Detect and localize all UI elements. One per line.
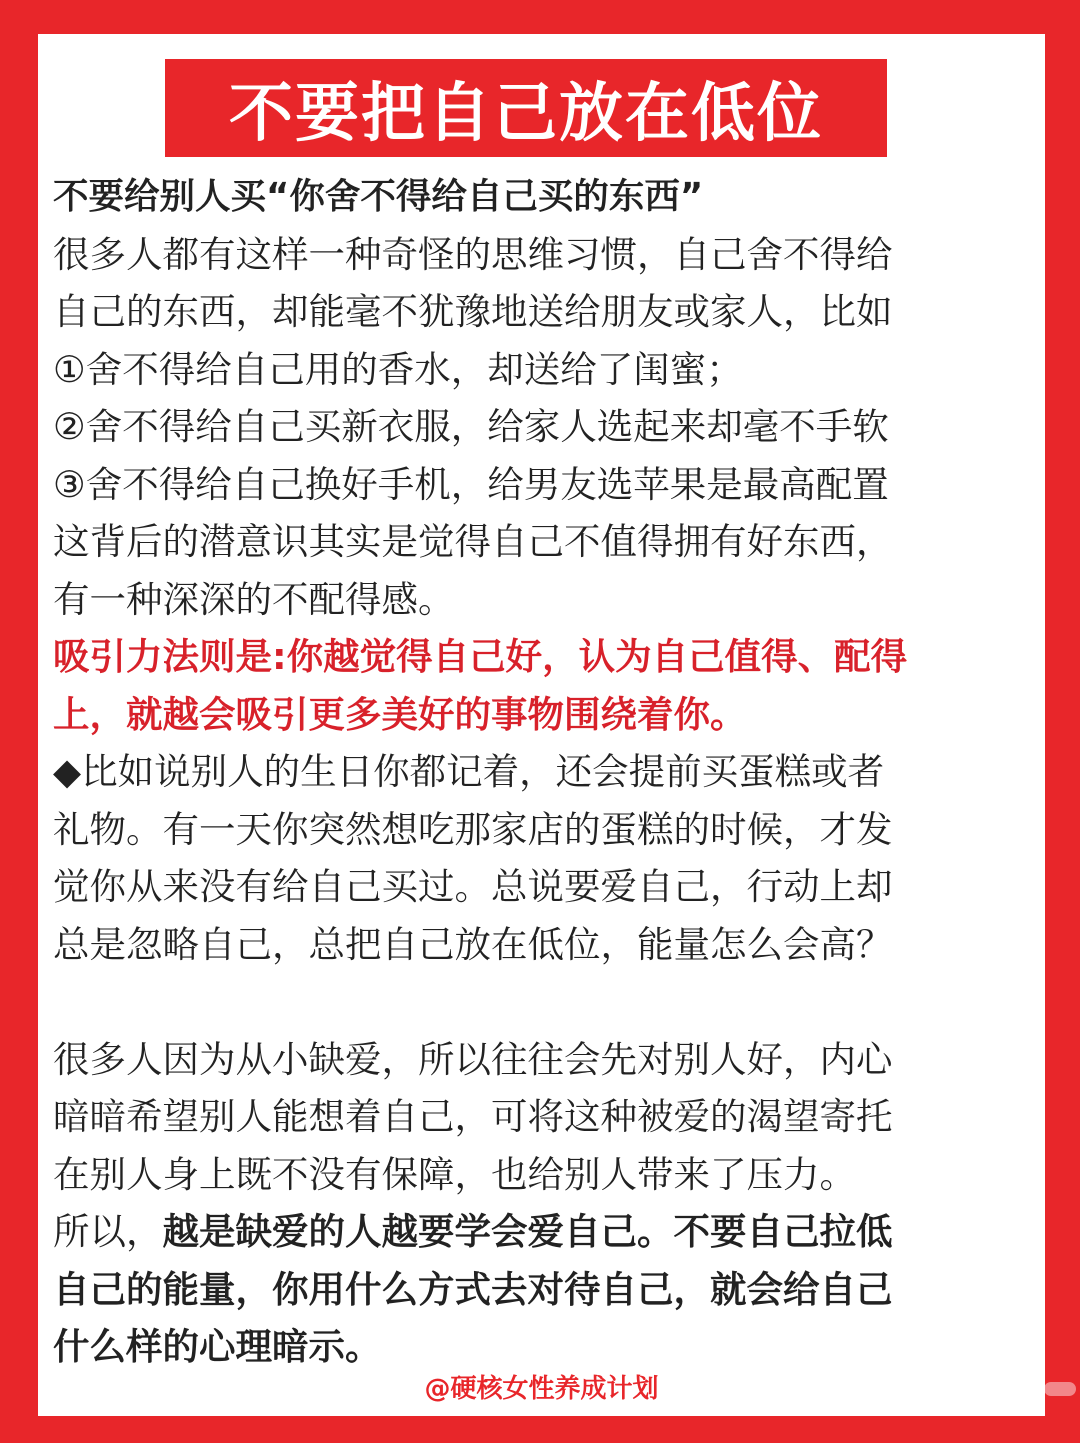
paragraph-line: ③舍不得给自己换好手机，给男友选苹果是最高配置	[53, 462, 889, 506]
subtitle: 不要给别人买“你舍不得给自己买的东西”	[53, 176, 704, 217]
platform-logo-icon	[1044, 1382, 1076, 1396]
paragraph-line: 自己的东西，却能毫不犹豫地送给朋友或家人，比如	[53, 290, 893, 333]
content-card	[38, 34, 1045, 1416]
paragraph-line: 这背后的潜意识其实是觉得自己不值得拥有好东西，	[53, 520, 893, 563]
highlight-line: 吸引力法则是:你越觉得自己好，认为自己值得、配得	[53, 635, 908, 678]
paragraph-line: 很多人都有这样一种奇怪的思维习惯，自己舍不得给	[53, 232, 893, 276]
conclusion-line: 自己的能量，你用什么方式去对待自己，就会给自己	[53, 1267, 893, 1311]
page-title: 不要把自己放在低位	[229, 77, 823, 151]
paragraph-line: 暗暗希望别人能想着自己，可将这种被爱的渴望寄托	[53, 1095, 893, 1138]
highlight-line: 上，就越会吸引更多美好的事物围绕着你。	[53, 692, 747, 736]
title-banner	[165, 59, 887, 157]
spacer	[53, 973, 1038, 1031]
paragraph-line: 很多人因为从小缺爱，所以往往会先对别人好，内心	[53, 1037, 893, 1081]
conclusion-line	[53, 1203, 1038, 1261]
paragraph-line: 觉你从来没有给自己买过。总说要爱自己，行动上却	[53, 865, 893, 908]
author-watermark: @硬核女性养成计划	[424, 1374, 659, 1404]
conclusion-line: 什么样的心理暗示。	[53, 1325, 382, 1368]
paragraph-line: 礼物。有一天你突然想吃那家店的蛋糕的时候，才发	[53, 807, 893, 851]
conclusion-lead: 所以，	[53, 1210, 163, 1253]
conclusion-bold: 越是缺爱的人越要学会爱自己。不要自己拉低	[162, 1210, 893, 1253]
article-body	[53, 168, 1038, 1376]
paragraph-line: 总是忽略自己，总把自己放在低位，能量怎么会高？	[53, 922, 893, 966]
paragraph-line: ①舍不得给自己用的香水，却送给了闺蜜；	[53, 347, 743, 391]
paragraph-line: 有一种深深的不配得感。	[53, 577, 455, 621]
paragraph-line: ◆比如说别人的生日你都记着，还会提前买蛋糕或者	[53, 750, 885, 793]
paragraph-line: 在别人身上既不没有保障，也给别人带来了压力。	[53, 1152, 856, 1196]
paragraph-line: ②舍不得给自己买新衣服，给家人选起来却毫不手软	[53, 405, 889, 448]
